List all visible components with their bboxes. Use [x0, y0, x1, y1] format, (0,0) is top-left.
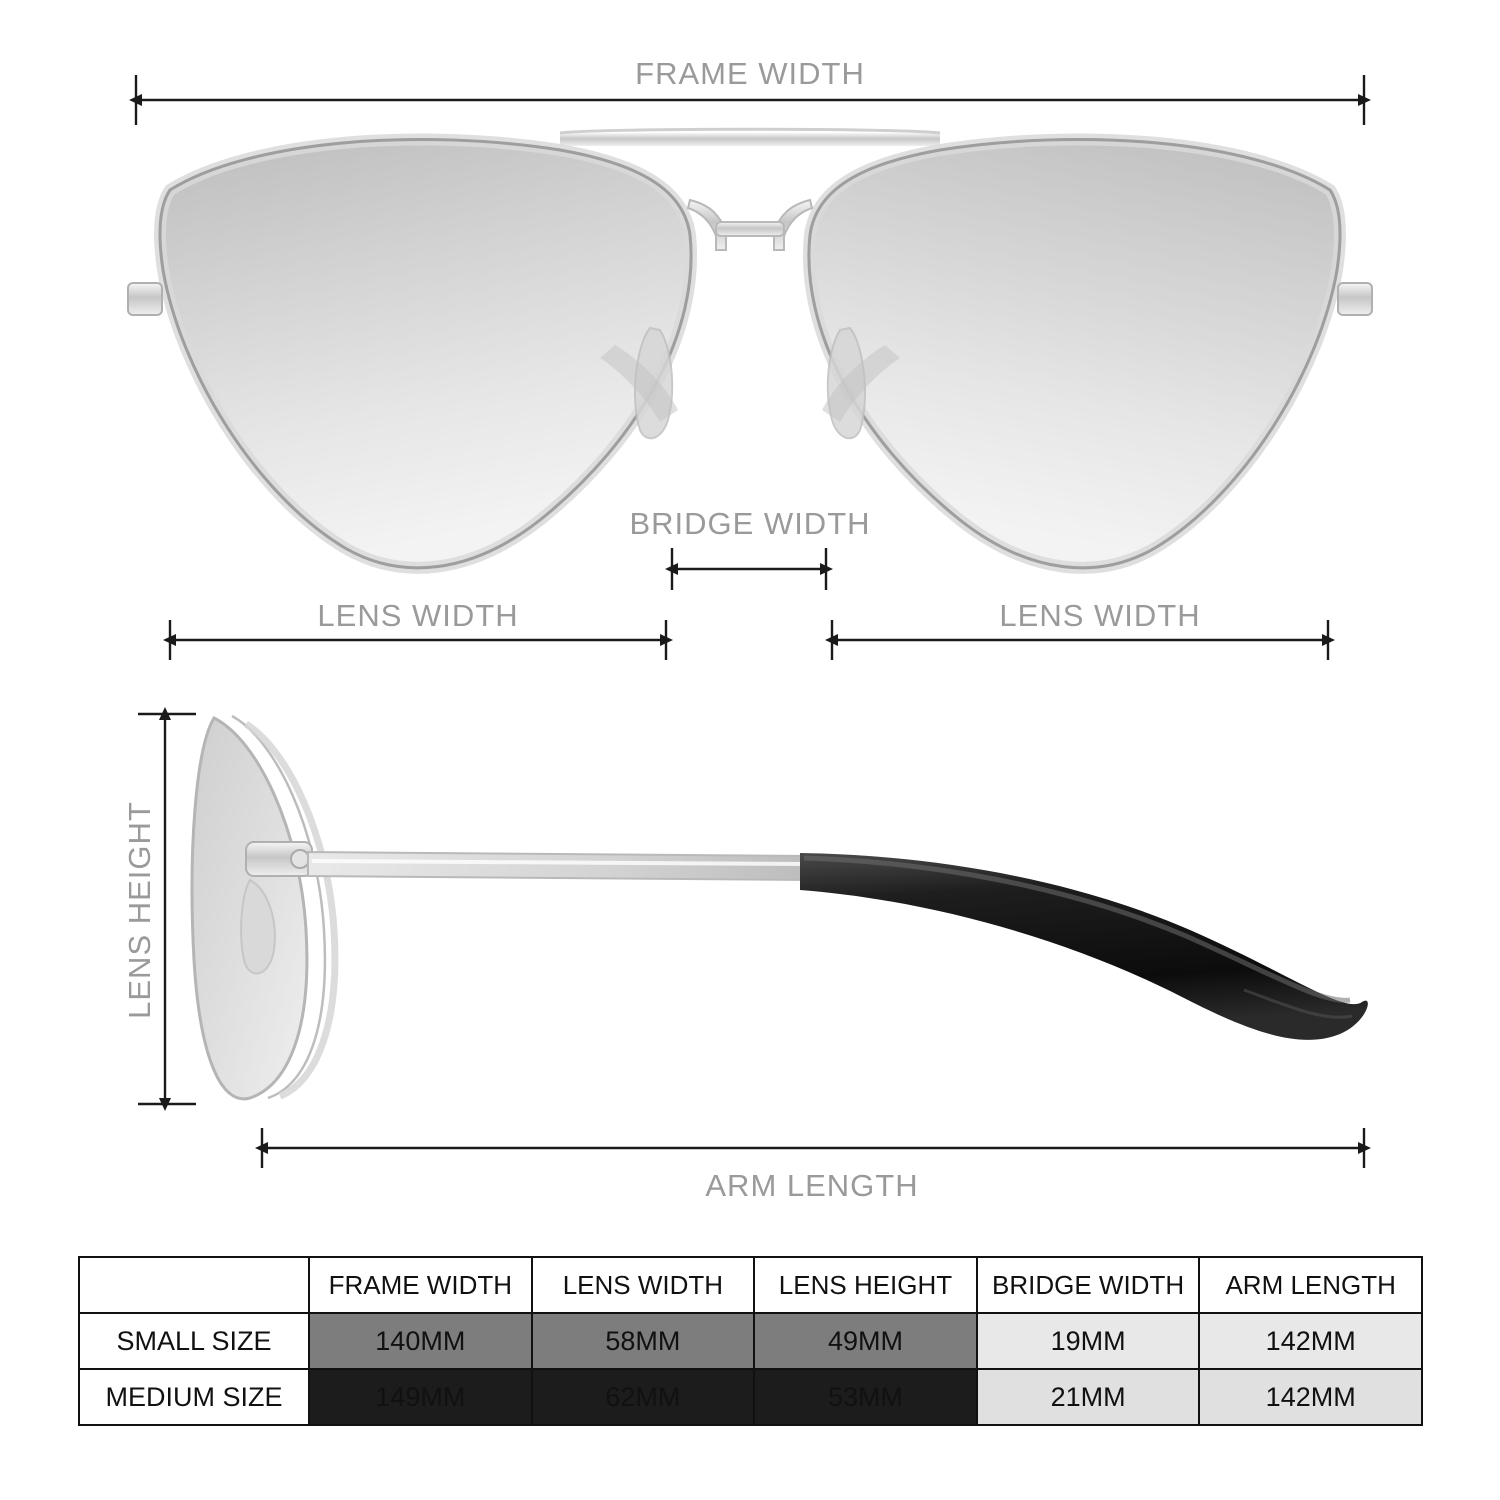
medium-frame-width: 149MM — [309, 1369, 532, 1425]
small-frame-width: 140MM — [309, 1313, 532, 1369]
table-row — [79, 1369, 1422, 1425]
side-view-glasses — [192, 716, 1368, 1099]
medium-bridge-width: 21MM — [977, 1369, 1200, 1425]
lens-width-right-label: LENS WIDTH — [999, 598, 1201, 633]
header-lens-width: LENS WIDTH — [532, 1257, 755, 1313]
header-frame-width: FRAME WIDTH — [309, 1257, 532, 1313]
medium-arm-length: 142MM — [1199, 1369, 1422, 1425]
table-header-row — [79, 1257, 1422, 1313]
lens-height-label: LENS HEIGHT — [122, 801, 157, 1019]
medium-lens-height: 53MM — [754, 1369, 977, 1425]
small-lens-height: 49MM — [754, 1313, 977, 1369]
small-lens-width: 58MM — [532, 1313, 755, 1369]
bridge-width-label: BRIDGE WIDTH — [629, 506, 871, 541]
header-bridge-width: BRIDGE WIDTH — [977, 1257, 1200, 1313]
bridge-width-dimension — [672, 548, 826, 590]
header-arm-length: ARM LENGTH — [1199, 1257, 1422, 1313]
row-label-medium-size: MEDIUM SIZE — [79, 1369, 309, 1425]
arm-length-label: ARM LENGTH — [705, 1168, 919, 1203]
frame-width-label: FRAME WIDTH — [635, 56, 865, 91]
small-bridge-width: 19MM — [977, 1313, 1200, 1369]
row-label-small-size: SMALL SIZE — [79, 1313, 309, 1369]
front-view-glasses — [128, 129, 1372, 568]
table-corner-cell — [79, 1257, 309, 1313]
arm-length-dimension — [262, 1128, 1364, 1168]
size-chart-table — [78, 1256, 1423, 1426]
table-row — [79, 1313, 1422, 1369]
lens-width-left-label: LENS WIDTH — [317, 598, 519, 633]
medium-lens-width: 62MM — [532, 1369, 755, 1425]
header-lens-height: LENS HEIGHT — [754, 1257, 977, 1313]
small-arm-length: 142MM — [1199, 1313, 1422, 1369]
